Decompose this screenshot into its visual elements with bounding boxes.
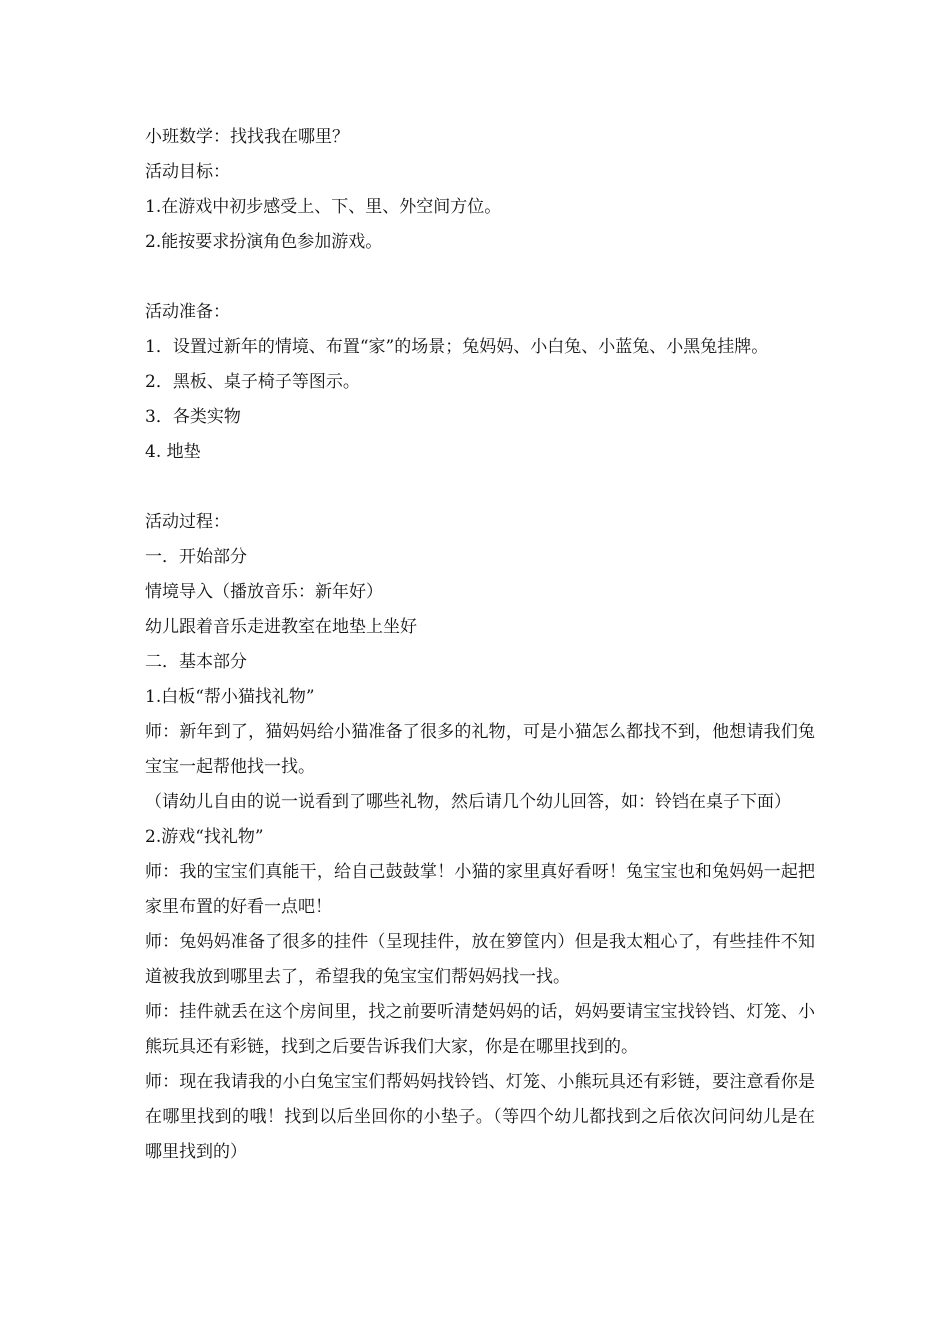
- goal-item-2: 2.能按要求扮演角色参加游戏。: [145, 232, 383, 252]
- step2-heading: 2.游戏“找礼物”: [145, 827, 264, 847]
- preparation-item-1: 1．设置过新年的情境、布置“家”的场景；兔妈妈、小白兔、小蓝兔、小黑兔挂牌。: [145, 337, 769, 357]
- step2-paragraph-2: 师：兔妈妈准备了很多的挂件（呈现挂件，放在箩筐内）但是我太粗心了，有些挂件不知道被我放到哪里去了，希望我的兔宝宝们帮妈妈找一找。: [145, 932, 815, 987]
- step1-paragraph-2: （请幼儿自由的说一说看到了哪些礼物，然后请几个幼儿回答，如：铃铛在桌子下面）: [145, 792, 791, 812]
- blank-line: [145, 470, 815, 505]
- document-title: 小班数学：找找我在哪里？: [145, 127, 349, 147]
- goal-item-1: 1.在游戏中初步感受上、下、里、外空间方位。: [145, 197, 502, 217]
- blank-line: [145, 260, 815, 295]
- document-body: [145, 120, 815, 1170]
- part1-line-2: 幼儿跟着音乐走进教室在地垫上坐好: [145, 617, 417, 637]
- goals-heading: 活动目标：: [145, 162, 230, 182]
- part1-heading: 一．开始部分: [145, 547, 247, 567]
- step2-paragraph-1: 师：我的宝宝们真能干，给自己鼓鼓掌！小猫的家里真好看呀！兔宝宝也和兔妈妈一起把家里布置的好看一点吧！: [145, 862, 815, 917]
- part1-line-1: 情境导入（播放音乐：新年好）: [145, 582, 383, 602]
- step2-paragraph-3: 师：挂件就丢在这个房间里，找之前要听清楚妈妈的话，妈妈要请宝宝找铃铛、灯笼、小熊玩具还有彩链，找到之后要告诉我们大家，你是在哪里找到的。: [145, 1002, 815, 1057]
- preparation-item-4: 4. 地垫: [145, 442, 201, 462]
- preparation-heading: 活动准备：: [145, 302, 230, 322]
- step1-paragraph-1: 师：新年到了，猫妈妈给小猫准备了很多的礼物，可是小猫怎么都找不到，他想请我们兔宝宝一起帮他找一找。: [145, 722, 815, 777]
- process-heading: 活动过程：: [145, 512, 230, 532]
- step2-paragraph-4: 师：现在我请我的小白兔宝宝们帮妈妈找铃铛、灯笼、小熊玩具还有彩链，要注意看你是在哪里找到的哦！找到以后坐回你的小垫子。（等四个幼儿都找到之后依次问问幼儿是在哪里找到的）: [145, 1072, 815, 1162]
- preparation-item-2: 2．黑板、桌子椅子等图示。: [145, 372, 360, 392]
- part2-heading: 二．基本部分: [145, 652, 247, 672]
- step1-heading: 1.白板“帮小猫找礼物”: [145, 687, 315, 707]
- preparation-item-3: 3．各类实物: [145, 407, 241, 427]
